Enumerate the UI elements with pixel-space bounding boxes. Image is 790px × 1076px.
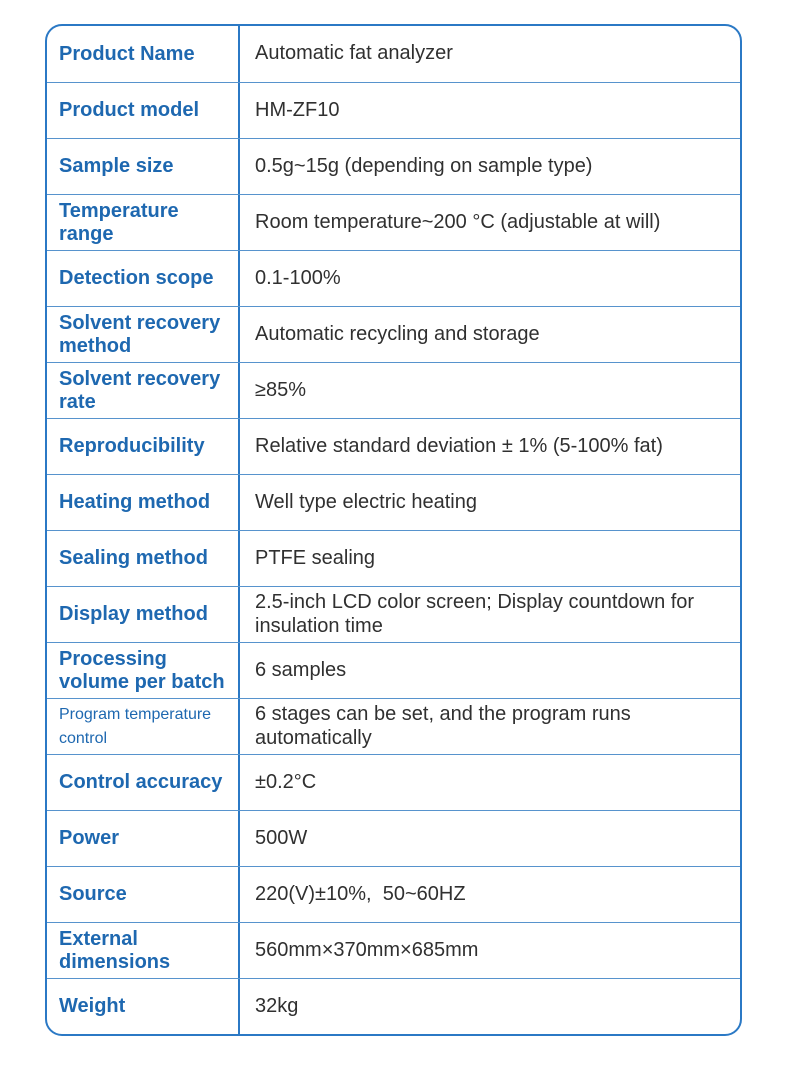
table-row [47,698,740,754]
spec-value: HM-ZF10 [255,98,340,121]
spec-label: Solvent recovery rate [47,363,240,418]
spec-value: Room temperature~200 °C (adjustable at will) [255,210,661,233]
spec-value: 0.5g~15g (depending on sample type) [255,154,593,177]
table-row [47,82,740,138]
spec-label: Control accuracy [47,755,240,810]
spec-label: Display method [47,587,240,642]
spec-label: Power [47,811,240,866]
spec-label: External dimensions [47,923,240,978]
table-row [47,642,740,698]
spec-value: PTFE sealing [255,546,376,569]
spec-value: 560mm×370mm×685mm [255,938,479,961]
table-row [47,586,740,642]
spec-value: 220(V)±10%, 50~60HZ [255,882,466,905]
spec-label: Weight [47,979,240,1034]
spec-value: ≥85% [255,378,307,401]
spec-label: Processing volume per batch [47,643,240,698]
spec-label: Temperature range [47,195,240,250]
spec-value: 500W [255,826,308,849]
spec-label: Source [47,867,240,922]
table-row [47,250,740,306]
spec-label: Sealing method [47,531,240,586]
table-row [47,810,740,866]
spec-value: ±0.2°C [255,770,317,793]
spec-value: Automatic recycling and storage [255,322,540,345]
table-row [47,418,740,474]
spec-value: 6 samples [255,658,347,681]
table-row [47,866,740,922]
table-row [47,306,740,362]
spec-table [45,24,742,1036]
spec-value: Well type electric heating [255,490,477,513]
table-row [47,922,740,978]
spec-label: Heating method [47,475,240,530]
spec-label: Program temperature control [47,699,240,754]
spec-value: Relative standard deviation ± 1% (5-100% fat) [255,434,663,457]
table-row [47,362,740,418]
spec-label: Product Name [47,26,240,82]
table-row [47,194,740,250]
spec-label: Detection scope [47,251,240,306]
spec-label: Solvent recovery method [47,307,240,362]
spec-value: 6 stages can be set, and the program runs automatically [255,702,637,749]
table-row [47,138,740,194]
spec-label: Sample size [47,139,240,194]
spec-label: Reproducibility [47,419,240,474]
table-row [47,474,740,530]
table-row [47,530,740,586]
table-row [47,754,740,810]
spec-value: 32kg [255,994,299,1017]
spec-value: Automatic fat analyzer [255,42,453,65]
table-row [47,978,740,1034]
table-row [47,26,740,82]
spec-value: 0.1-100% [255,266,341,289]
spec-label: Product model [47,83,240,138]
spec-value: 2.5-inch LCD color screen; Display countdown for insulation time [255,590,700,637]
